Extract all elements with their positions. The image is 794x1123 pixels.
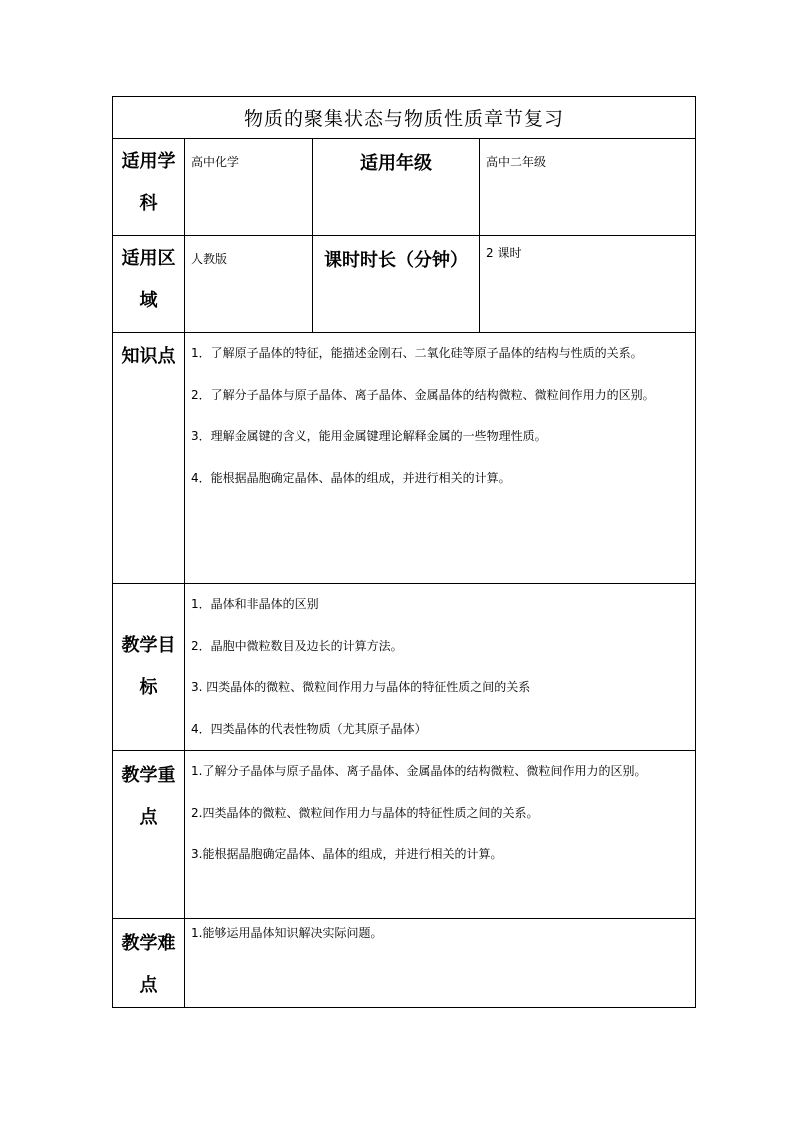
difficulties-content <box>185 919 696 1008</box>
difficulties-row <box>113 919 696 1008</box>
knowledge-label: 知识点 <box>113 333 185 584</box>
subject-row <box>113 139 696 236</box>
grade-value: 高中二年级 <box>480 139 696 236</box>
key-points-row <box>113 751 696 919</box>
key-points-item-1: 1.了解分子晶体与原子晶体、离子晶体、金属晶体的结构微粒、微粒间作用力的区别。 <box>191 764 647 778</box>
region-value: 人教版 <box>185 236 313 333</box>
objectives-item-1: 1．晶体和非晶体的区别 <box>191 597 319 611</box>
region-row <box>113 236 696 333</box>
grade-label: 适用年级 <box>313 139 480 236</box>
knowledge-content <box>185 333 696 584</box>
lesson-plan-table <box>112 96 696 1008</box>
subject-label: 适用学科 <box>113 139 185 236</box>
knowledge-item-4: 4．能根据晶胞确定晶体、晶体的组成，并进行相关的计算。 <box>191 470 511 485</box>
objectives-item-4: 4．四类晶体的代表性物质（尤其原子晶体） <box>191 721 427 736</box>
knowledge-item-1: 1．了解原子晶体的特征，能描述金刚石、二氧化硅等原子晶体的结构与性质的关系。 <box>191 346 643 360</box>
key-points-content <box>185 751 696 919</box>
objectives-label: 教学目标 <box>113 584 185 751</box>
lesson-plan-sheet <box>112 96 695 996</box>
page-title: 物质的聚集状态与物质性质章节复习 <box>113 97 696 139</box>
objectives-content <box>185 584 696 751</box>
duration-value: 2 课时 <box>480 236 696 333</box>
difficulties-label: 教学难点 <box>113 919 185 1008</box>
knowledge-row <box>113 333 696 584</box>
subject-value: 高中化学 <box>185 139 313 236</box>
knowledge-item-2: 2．了解分子晶体与原子晶体、离子晶体、金属晶体的结构微粒、微粒间作用力的区别。 <box>191 387 655 402</box>
objectives-item-3: 3. 四类晶体的微粒、微粒间作用力与晶体的特征性质之间的关系 <box>191 680 531 694</box>
key-points-item-2: 2.四类晶体的微粒、微粒间作用力与晶体的特征性质之间的关系。 <box>191 805 539 820</box>
difficulties-item-1: 1.能够运用晶体知识解决实际问题。 <box>191 926 383 940</box>
key-points-label: 教学重点 <box>113 751 185 919</box>
title-row <box>113 97 696 139</box>
objectives-row <box>113 584 696 751</box>
knowledge-item-3: 3．理解金属键的含义，能用金属键理论解释金属的一些物理性质。 <box>191 429 547 443</box>
key-points-item-3: 3.能根据晶胞确定晶体、晶体的组成，并进行相关的计算。 <box>191 847 503 861</box>
region-label: 适用区域 <box>113 236 185 333</box>
objectives-item-2: 2．晶胞中微粒数目及边长的计算方法。 <box>191 638 403 653</box>
duration-label: 课时时长（分钟） <box>313 236 480 333</box>
